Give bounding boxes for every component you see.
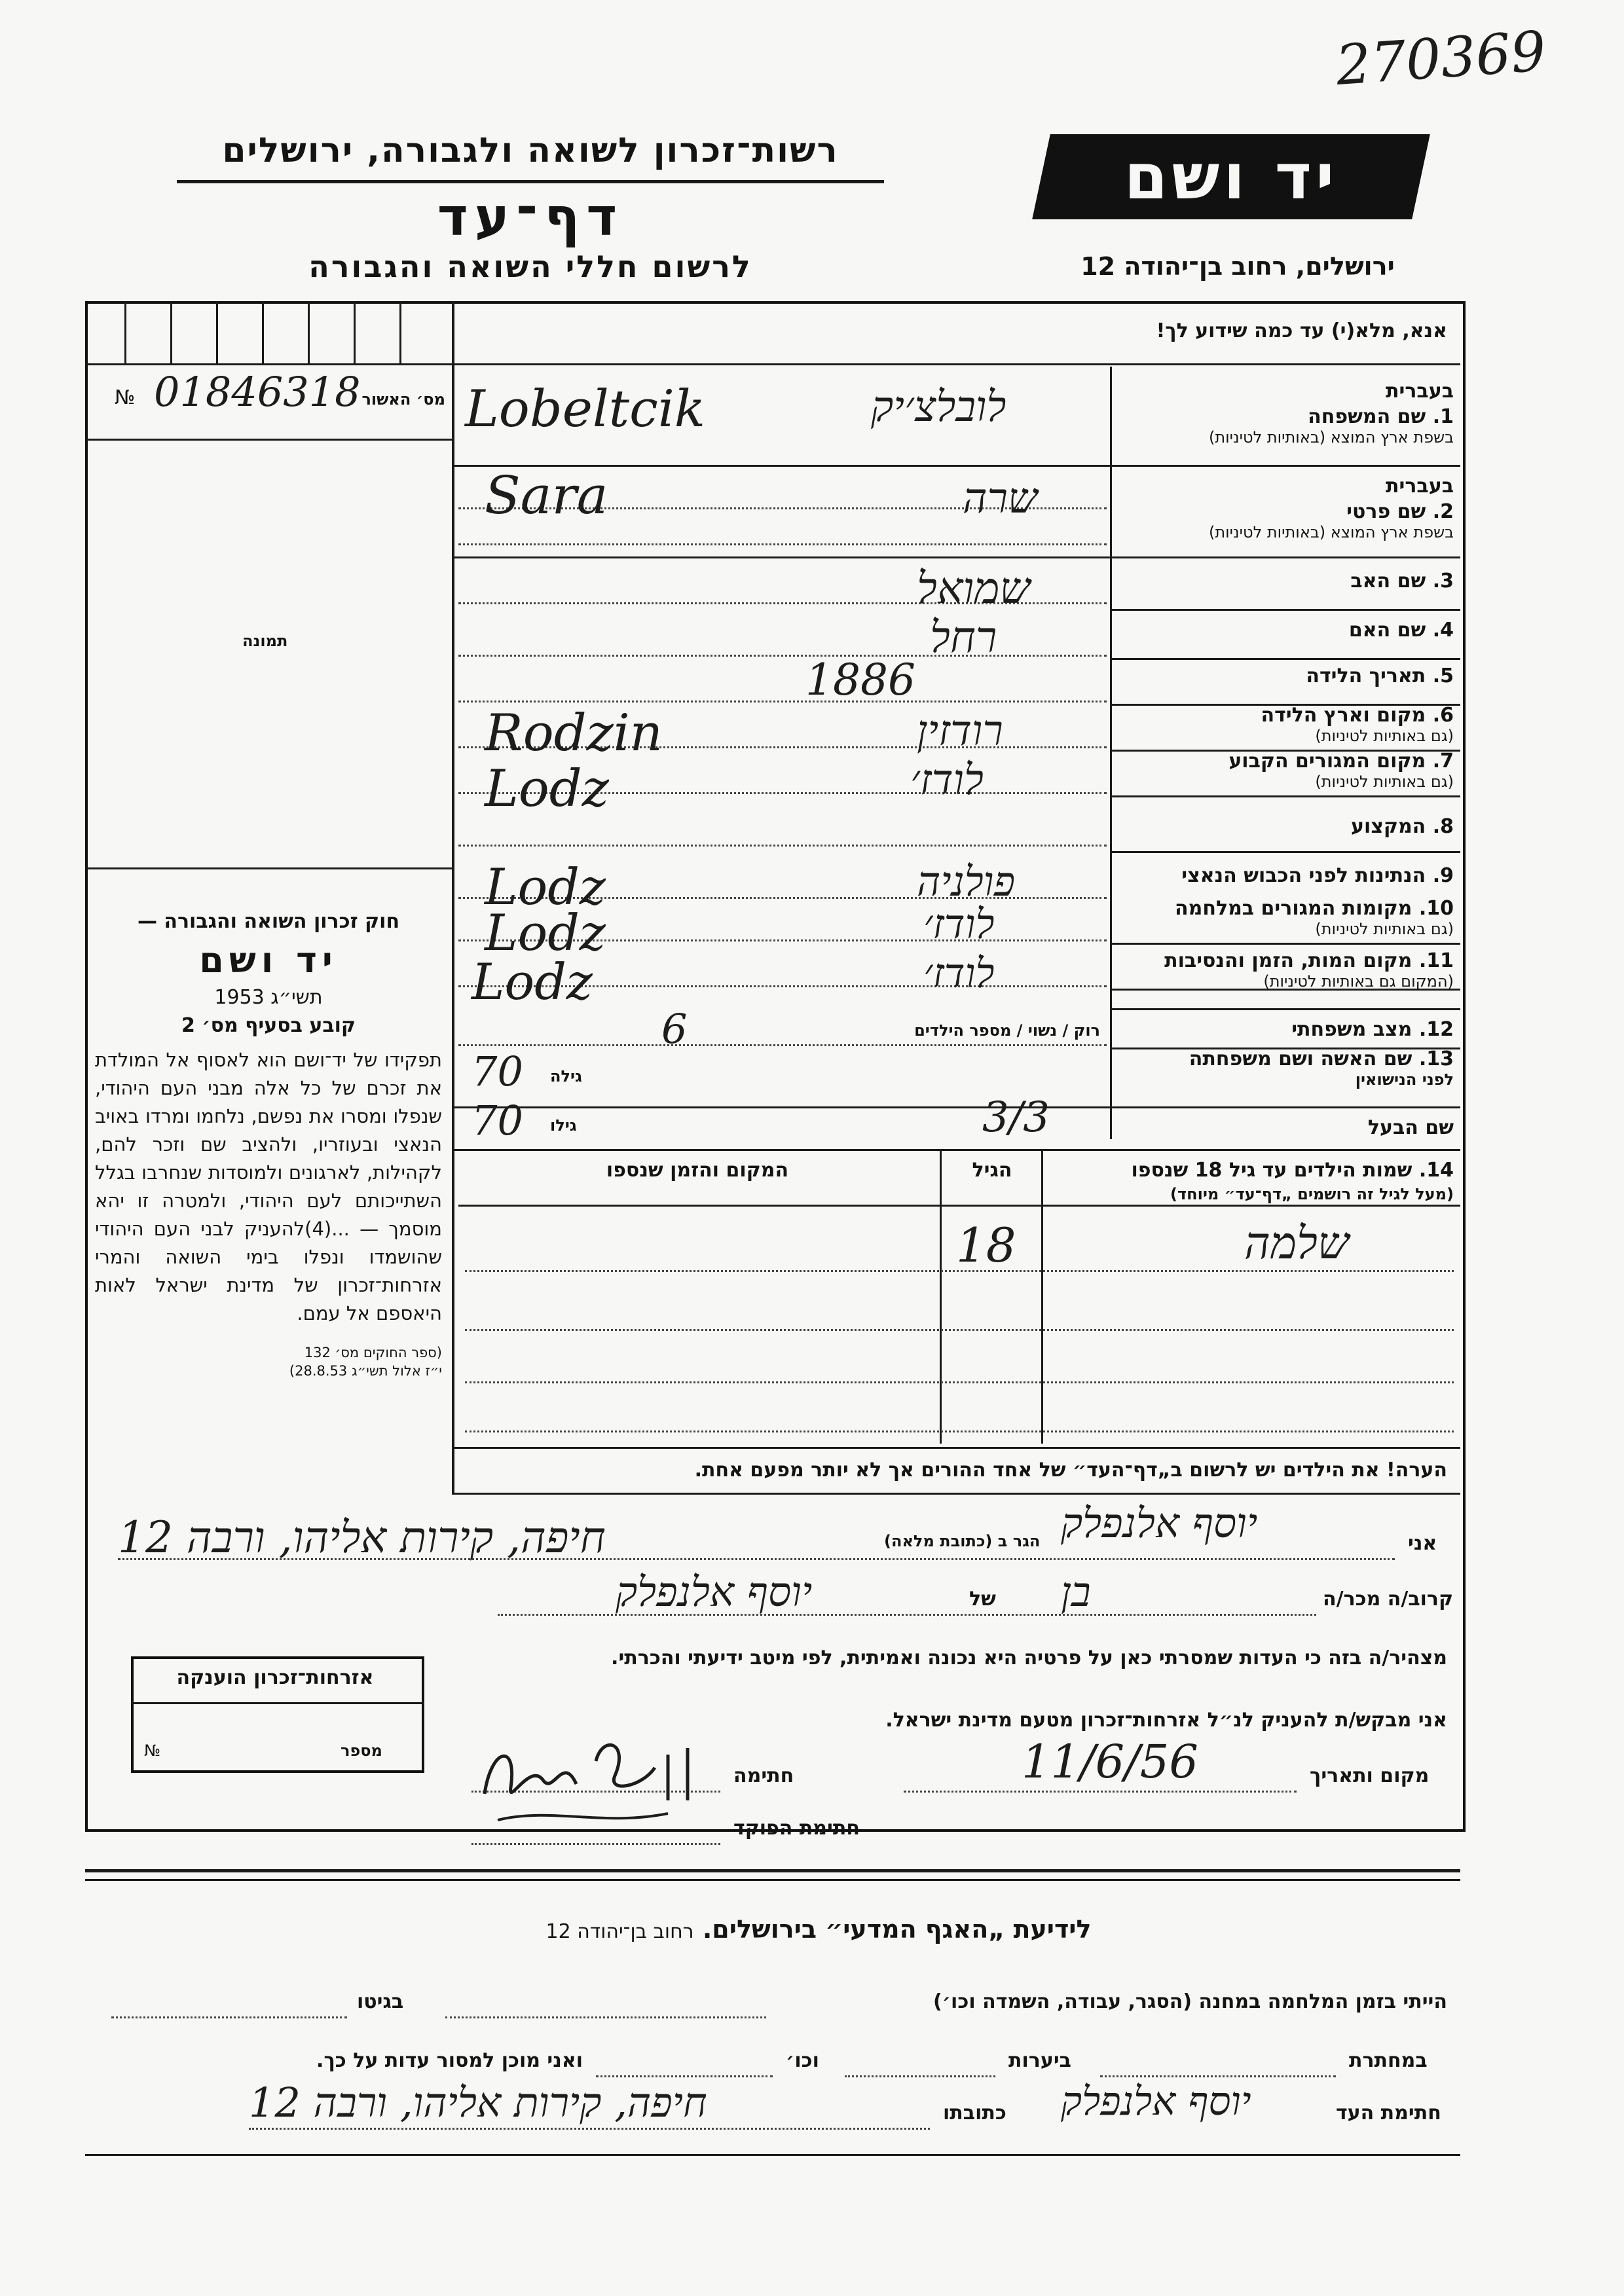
field-12-label: מצב משפחתי	[1291, 1018, 1412, 1041]
children-col-place: המקום והזמן שנספו	[606, 1159, 789, 1182]
field-marital-status	[1113, 1018, 1454, 1041]
law-title: חוק זכרון השואה והגבורה —	[137, 910, 400, 933]
children-note: הערה! את הילדים יש לרשום ב„דף־העד״ של אחד ההורים אך לא יותר מפעם אחת.	[694, 1459, 1447, 1482]
field-2-number: 2.	[1432, 500, 1454, 523]
bottom-camp-label: הייתי בזמן המלחמה במחנה (הסגר, עבודה, השמדה וכו׳)	[933, 1990, 1447, 2013]
field-2-label: שם פרטי	[1346, 500, 1426, 523]
field-1-label: שם המשפחה	[1308, 405, 1426, 428]
place-date-value[interactable]: 11/6/56	[1022, 1735, 1198, 1789]
bottom-ghetto-label: בגיטו	[357, 1990, 404, 2013]
child-1-name[interactable]: שלמה	[1244, 1218, 1350, 1269]
field-11-sub: (המקום גם באותיות לטיניות)	[1263, 972, 1454, 991]
death-place-hebrew-value[interactable]: לודז׳	[923, 949, 995, 997]
field-war-residence	[1113, 897, 1454, 938]
marital-options: רוק / נשוי / מספר הילדים	[914, 1021, 1100, 1040]
field-mother-name	[1113, 619, 1454, 642]
archive-stamp-number: 270369	[1333, 18, 1548, 98]
authority-name: רשות־זכרון לשואה ולגבורה, ירושלים	[222, 131, 839, 170]
birth-place-hebrew-value[interactable]: רודזין	[917, 707, 1003, 756]
field-11-label: מקום המות, הזמן והנסיבות	[1164, 949, 1412, 972]
witness-signature-value[interactable]: יוסף אלנפלק	[1061, 2079, 1251, 2124]
field-13-label: שם האשה ושם משפחתה	[1189, 1048, 1412, 1070]
field-13-number: 13.	[1418, 1048, 1454, 1070]
field-death-place	[1113, 949, 1454, 991]
birth-place-latin-value[interactable]: Rodzin	[485, 704, 663, 763]
field-husband-name: שם הבעל	[1367, 1116, 1454, 1139]
first-name-hebrew-value[interactable]: שרה	[963, 475, 1038, 523]
death-place-latin-value[interactable]: Lodz	[471, 953, 593, 1011]
field-first-name	[1113, 475, 1454, 541]
field-10-label: מקומות המגורים במלחמה	[1175, 897, 1412, 920]
field-profession	[1113, 815, 1454, 838]
registration-number[interactable]: 01846318	[154, 368, 361, 416]
bottom-title	[458, 1915, 1179, 1944]
field-1-hebrew-tag: בעברית	[1386, 380, 1454, 403]
field-6-label: מקום וארץ הלידה	[1261, 704, 1426, 727]
relation-value[interactable]: בן	[1061, 1568, 1091, 1616]
relation-label: קרוב/ה מכר/ה	[1323, 1588, 1454, 1611]
field-family-name	[1113, 380, 1454, 446]
field-6-sub: (גם באותיות לטיניות)	[1315, 727, 1454, 745]
law-name: יד ושם	[199, 939, 338, 981]
first-name-latin-value[interactable]: Sara	[485, 465, 608, 526]
field-birth-place	[1113, 704, 1454, 745]
field-12-number: 12.	[1418, 1018, 1454, 1041]
law-section: קובע בסעיף מס׳ 2	[181, 1014, 356, 1037]
bottom-forests-label: ביערות	[1008, 2049, 1071, 2072]
law-year: תשי״ג 1953	[214, 986, 323, 1009]
field-nationality	[1113, 864, 1454, 887]
field-birth-date	[1113, 665, 1454, 687]
signature-label: חתימה	[733, 1764, 794, 1787]
field-10-sub: (גם באותיות לטיניות)	[1315, 920, 1454, 938]
family-name-hebrew-value[interactable]: לובלצ׳יק	[871, 383, 1006, 431]
war-residence-latin-value[interactable]: Lodz	[485, 903, 606, 962]
declaration-statement: מצהיר/ה בזה כי העדות שמסרתי כאן על פרטיה היא נכונה ואמיתית, לפי מיטב ידיעתי והכרתי.	[611, 1647, 1447, 1669]
witness-address-value[interactable]: חיפה, קירות אליהו, ורבה 12	[249, 2079, 707, 2126]
field-2-hebrew-tag: בעברית	[1386, 475, 1454, 498]
registration-no-sign: №	[115, 386, 136, 409]
field-8-label: המקצוע	[1350, 815, 1426, 838]
field-1-number: 1.	[1432, 405, 1454, 428]
war-residence-hebrew-value[interactable]: לודז׳	[923, 900, 995, 948]
witness-address-label: כתובתו	[943, 2102, 1006, 2124]
field-5-label: תאריך הלידה	[1306, 665, 1426, 687]
bottom-title-address: רחוב בן־יהודה 12	[545, 1920, 694, 1943]
field-10-number: 10.	[1418, 897, 1454, 920]
field-2-sub: בשפת ארץ המוצא (באותיות לטיניות)	[1209, 523, 1454, 541]
residence-latin-value[interactable]: Lodz	[485, 759, 609, 818]
field-7-number: 7.	[1432, 750, 1454, 773]
declarant-resides-label: הגר ב (כתובת מלאה)	[884, 1532, 1041, 1550]
nationality-latin-value[interactable]: Lodz	[485, 858, 606, 916]
children-header	[1048, 1159, 1454, 1182]
field-father-name	[1113, 570, 1454, 592]
declarant-name-value[interactable]: יוסף אלנפלק	[1061, 1499, 1258, 1547]
father-name-value[interactable]: שמואל	[917, 563, 1031, 613]
child-1-age[interactable]: 18	[956, 1218, 1016, 1273]
law-body: תפקידו של יד־ושם הוא לאסוף אל המולדת את זכרם של כל אלה מבני העם היהודי, שנפלו ומסרו את נפשם, נלחמו ומרדו באויב הנאצי ובעוזריו, ולהציב שם וזכר להם, לקהילות, לארגונים ולמוסדות שנחרבו בגלל השתייכותם לעם היהודי, ולמטרה זו יהא מוסמך — ...(4)להעניק לבני העם היהודי שהושמדו ונפלו בימי השואה והמרי אזרחות־זכרון של מדינת ישראל לאות היאספם אל עמם.	[95, 1049, 442, 1324]
field-3-label: שם האב	[1350, 570, 1426, 592]
field-1-sub: בשפת ארץ המוצא (באותיות לטיניות)	[1209, 428, 1454, 446]
office-address: ירושלים, רחוב בן־יהודה 12	[1080, 252, 1395, 281]
field-11-number: 11.	[1418, 949, 1454, 972]
nationality-hebrew-value[interactable]: פולניה	[917, 858, 1016, 905]
form-title: דף־עד	[437, 187, 624, 247]
bottom-underground-label: במחתרת	[1349, 2049, 1428, 2072]
children-label: שמות הילדים עד גיל 18 שנספו	[1131, 1159, 1412, 1182]
field-5-number: 5.	[1432, 665, 1454, 687]
registration-label: מס׳ האשור	[361, 390, 445, 409]
place-date-label: מקום ותאריך	[1310, 1764, 1430, 1787]
declarant-address-value[interactable]: חיפה, קירות אליהו, ורבה 12	[118, 1512, 606, 1563]
relation-of-label: של	[969, 1588, 996, 1611]
citizenship-request: אני מבקש/ת להעניק לנ״ל אזרחות־זכרון מטעם מדינת ישראל.	[885, 1709, 1447, 1732]
yad-vashem-logo	[1032, 134, 1430, 219]
form-subtitle: לרשום חללי השואה והגבורה	[308, 249, 752, 284]
field-6-number: 6.	[1432, 704, 1454, 727]
husband-age-value[interactable]: 70	[471, 1097, 523, 1144]
field-13-sub: לפני הנישואין	[1355, 1070, 1454, 1089]
declarant-signature	[471, 1722, 720, 1833]
field-9-number: 9.	[1432, 864, 1454, 887]
field-wife-name	[1113, 1048, 1454, 1089]
witness-signature-label: חתימת העד	[1336, 2102, 1441, 2124]
bottom-etc-label: וכו׳	[786, 2049, 819, 2072]
field-4-number: 4.	[1432, 619, 1454, 642]
field-7-label: מקום המגורים הקבוע	[1228, 750, 1426, 773]
children-col-age: הגיל	[972, 1159, 1012, 1182]
field-8-number: 8.	[1432, 815, 1454, 838]
law-citation-1: (ספר החוקים מס׳ 132	[304, 1345, 442, 1360]
citizenship-no-sign: №	[144, 1741, 160, 1760]
citizenship-box-title: אזרחות־זכרון הוענקה	[176, 1666, 374, 1689]
law-citation-2: י״ז אלול תשי״ג 28.8.53)	[289, 1363, 442, 1379]
officer-signature-label: חתימת הפוקד	[733, 1817, 860, 1840]
declarant-ani: אני	[1408, 1532, 1437, 1555]
logo-text: יד ושם	[1124, 140, 1338, 213]
wife-age-value[interactable]: 70	[471, 1048, 523, 1095]
field-9-label: הנתינות לפני הכבוש הנאצי	[1181, 864, 1426, 887]
wife-age-label: גילה	[550, 1067, 582, 1085]
birth-date-value[interactable]: 1886	[805, 655, 915, 705]
bottom-testimony-label: ואני מוכן למסור עדות על כך.	[316, 2049, 583, 2072]
residence-hebrew-value[interactable]: לודז׳	[910, 756, 984, 805]
field-7-sub: (גם באותיות לטיניות)	[1315, 773, 1454, 791]
bottom-title-main: לידיעת „האגף המדעי״ בירושלים.	[702, 1915, 1092, 1944]
field-residence	[1113, 750, 1454, 791]
children-number: 14.	[1418, 1159, 1454, 1182]
intro-instruction: אנא, מלא(י) עד כמה שידוע לך!	[1156, 319, 1447, 342]
children-sub: (מעל לגיל זה רושמים „דף־עד״ מיוחד)	[1170, 1185, 1454, 1203]
field-3-number: 3.	[1432, 570, 1454, 592]
husband-name-value[interactable]: 3/3	[982, 1093, 1050, 1142]
law-panel	[95, 910, 442, 1379]
husband-age-label: גילו	[550, 1116, 577, 1135]
field-4-label: שם האם	[1348, 619, 1426, 642]
family-name-latin-value[interactable]: Lobeltcik	[465, 380, 706, 439]
photo-label: תמונה	[242, 632, 288, 650]
relation-of-value[interactable]: יוסף אלנפלק	[616, 1568, 813, 1616]
mother-name-value[interactable]: רחל	[930, 612, 997, 663]
children-count-value[interactable]: 6	[661, 1005, 688, 1053]
citizenship-number-label: מספר	[341, 1741, 382, 1760]
